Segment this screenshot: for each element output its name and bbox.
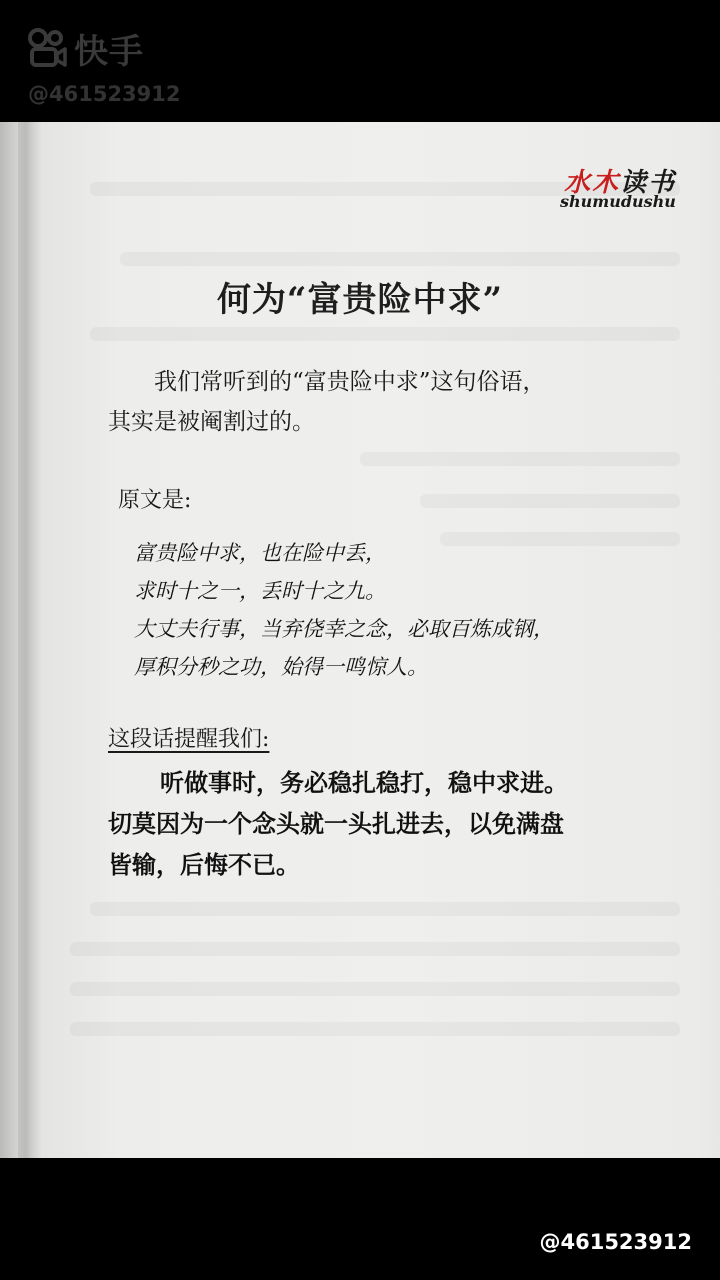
kuaishou-logo-icon xyxy=(26,27,68,69)
original-text-block xyxy=(134,534,554,686)
show-through-text xyxy=(70,1022,680,1036)
bottom-watermark-bar xyxy=(0,1158,720,1280)
logo-text-black: 读书 xyxy=(620,168,677,198)
page-title: 何为“富贵险中求” xyxy=(216,280,504,320)
poem-line: 富贵险中求，也在险中丢， xyxy=(134,541,386,565)
show-through-text xyxy=(420,494,680,508)
lesson-line: 听做事时，务必稳扎稳打，稳中求进。 xyxy=(160,768,568,797)
brand-name: 快手 xyxy=(74,31,144,72)
show-through-text xyxy=(70,942,680,956)
show-through-text xyxy=(120,252,680,266)
top-user-handle: @461523912 xyxy=(28,82,181,106)
lesson-line: 切莫因为一个念头就一头扎进去，以免满盘 xyxy=(108,809,564,838)
show-through-text xyxy=(90,327,680,341)
original-text-label: 原文是: xyxy=(118,488,192,513)
show-through-text xyxy=(90,902,680,916)
top-watermark-bar xyxy=(0,0,720,122)
lesson-paragraph xyxy=(108,762,628,885)
poem-line: 厚积分秒之功，始得一鸣惊人。 xyxy=(134,655,428,679)
brand-watermark xyxy=(26,26,144,70)
intro-line: 我们常听到的“富贵险中求”这句俗语， xyxy=(154,369,546,395)
reminder-label: 这段话提醒我们: xyxy=(108,727,270,752)
show-through-text xyxy=(70,982,680,996)
intro-line: 其实是被阉割过的。 xyxy=(108,409,315,435)
bottom-user-handle: @461523912 xyxy=(539,1230,692,1254)
show-through-text xyxy=(360,452,680,466)
logo-text-en: shumudushu xyxy=(560,192,676,211)
poem-line: 大丈夫行事，当弃侥幸之念，必取百炼成钢， xyxy=(134,617,554,641)
poem-line: 求时十之一，丢时十之九。 xyxy=(134,579,386,603)
logo-text-red: 水木 xyxy=(564,168,621,198)
intro-paragraph xyxy=(108,362,648,442)
publisher-logo xyxy=(560,162,680,212)
book-page xyxy=(0,122,720,1158)
lesson-line: 皆输，后悔不已。 xyxy=(108,850,300,879)
